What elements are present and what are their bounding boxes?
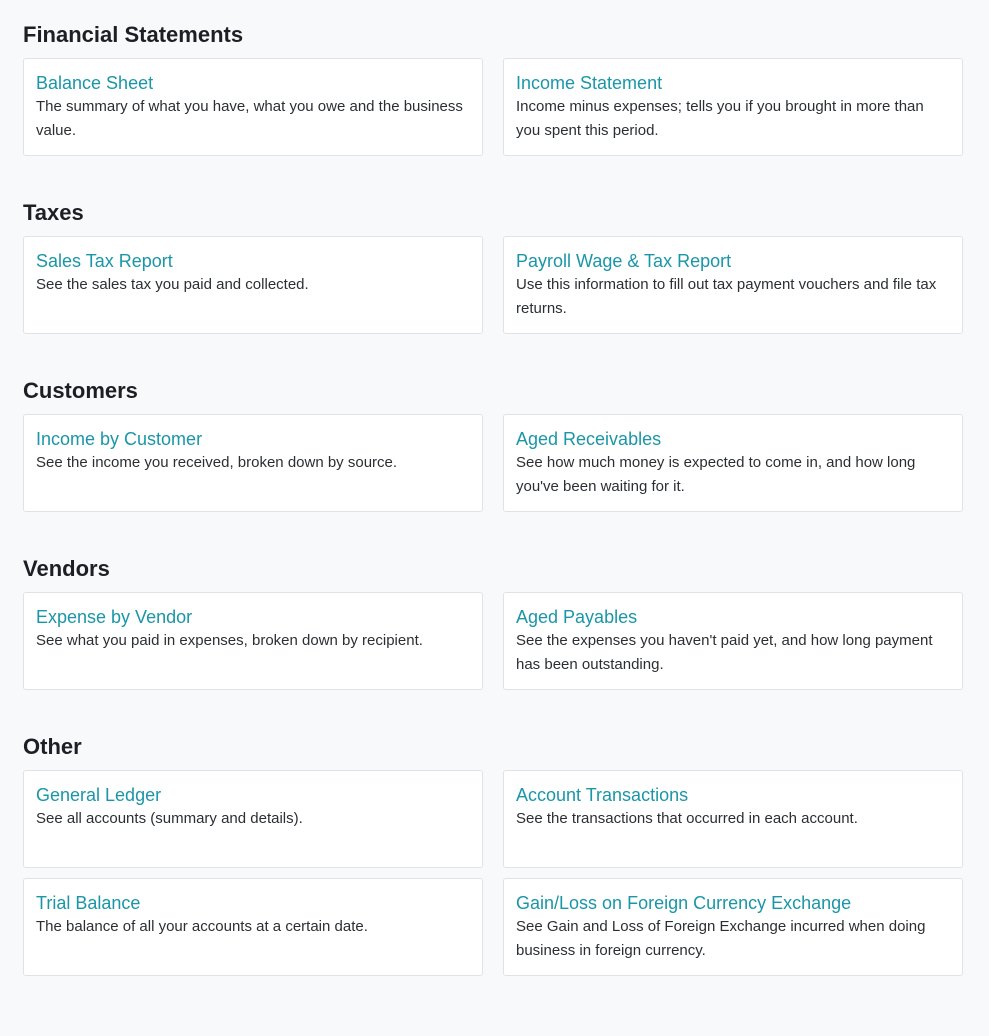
report-card-sales-tax-report[interactable] (23, 236, 483, 334)
report-description: See Gain and Loss of Foreign Exchange incurred when doing business in foreign currency. (516, 918, 926, 959)
report-description: See what you paid in expenses, broken down by recipient. (36, 632, 423, 649)
report-link-gain-loss-foreign-currency[interactable]: Gain/Loss on Foreign Currency Exchange (516, 893, 852, 913)
report-description: See all accounts (summary and details). (36, 810, 303, 827)
report-description: See the transactions that occurred in each account. (516, 810, 858, 827)
report-description: See how much money is expected to come in, and how long you've been waiting for it. (516, 454, 916, 495)
report-card-general-ledger[interactable] (23, 770, 483, 868)
section-other (23, 690, 963, 976)
report-description: See the sales tax you paid and collected. (36, 276, 309, 293)
report-cards (23, 58, 963, 156)
report-description: The balance of all your accounts at a certain date. (36, 918, 368, 935)
report-description: See the expenses you haven't paid yet, and how long payment has been outstanding. (516, 632, 933, 673)
section-title: Other (23, 734, 82, 759)
report-card-income-statement[interactable] (503, 58, 963, 156)
report-cards (23, 236, 963, 334)
report-card-trial-balance[interactable] (23, 878, 483, 976)
report-link-trial-balance[interactable]: Trial Balance (36, 893, 141, 913)
report-card-expense-by-vendor[interactable] (23, 592, 483, 690)
report-link-balance-sheet[interactable]: Balance Sheet (36, 73, 154, 93)
section-financial-statements (23, 0, 963, 156)
report-cards (23, 414, 963, 512)
section-customers (23, 334, 963, 512)
report-link-aged-receivables[interactable]: Aged Receivables (516, 429, 662, 449)
report-description: The summary of what you have, what you owe and the business value. (36, 98, 463, 139)
report-card-payroll-wage-tax-report[interactable] (503, 236, 963, 334)
report-link-sales-tax-report[interactable]: Sales Tax Report (36, 251, 173, 271)
report-link-income-by-customer[interactable]: Income by Customer (36, 429, 203, 449)
report-card-account-transactions[interactable] (503, 770, 963, 868)
section-vendors (23, 512, 963, 690)
report-cards (23, 592, 963, 690)
report-description: See the income you received, broken down by source. (36, 454, 398, 471)
section-title: Vendors (23, 556, 110, 581)
section-taxes (23, 156, 963, 334)
section-title: Customers (23, 378, 138, 403)
report-cards (23, 770, 963, 976)
report-link-expense-by-vendor[interactable]: Expense by Vendor (36, 607, 193, 627)
report-link-income-statement[interactable]: Income Statement (516, 73, 663, 93)
report-link-general-ledger[interactable]: General Ledger (36, 785, 162, 805)
report-card-income-by-customer[interactable] (23, 414, 483, 512)
report-description: Use this information to fill out tax payment vouchers and file tax returns. (516, 276, 937, 317)
section-title: Financial Statements (23, 22, 244, 47)
report-link-payroll-wage-tax-report[interactable]: Payroll Wage & Tax Report (516, 251, 732, 271)
report-card-balance-sheet[interactable] (23, 58, 483, 156)
report-card-gain-loss-foreign-currency[interactable] (503, 878, 963, 976)
section-title: Taxes (23, 200, 84, 225)
report-link-account-transactions[interactable]: Account Transactions (516, 785, 689, 805)
report-link-aged-payables[interactable]: Aged Payables (516, 607, 638, 627)
report-card-aged-receivables[interactable] (503, 414, 963, 512)
report-description: Income minus expenses; tells you if you brought in more than you spent this period. (516, 98, 924, 139)
report-card-aged-payables[interactable] (503, 592, 963, 690)
